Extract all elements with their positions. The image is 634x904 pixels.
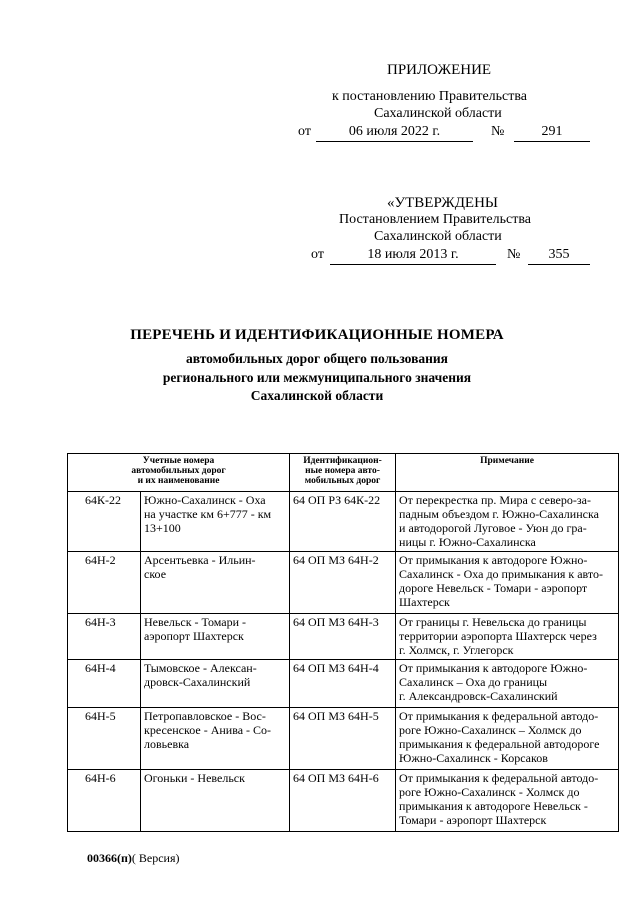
approved-no-label: № <box>507 247 521 262</box>
approved-from-label: от <box>311 247 324 262</box>
road-name <box>141 614 290 660</box>
road-note-line: г. Холмск, г. Углегорск <box>399 643 514 657</box>
header-identification <box>290 454 396 492</box>
road-note <box>396 492 619 552</box>
road-name-line: на участке км 6+777 - км <box>144 507 272 521</box>
road-note-line: территории аэропорта Шахтерск через <box>399 629 597 643</box>
heading-sub1: автомобильных дорог общего пользования <box>186 351 448 366</box>
footer-code-text: 00366(п) <box>87 851 132 865</box>
road-code: 64Н-6 <box>68 770 141 832</box>
road-note <box>396 614 619 660</box>
heading-sub2: регионального или межмуниципального значения <box>162 370 472 385</box>
road-name-line: Невельск - Томари - <box>144 615 246 629</box>
road-note <box>396 552 619 614</box>
heading-sub3: Сахалинской области <box>250 388 384 403</box>
road-code: 64К-22 <box>68 492 141 552</box>
road-note <box>396 770 619 832</box>
road-name <box>141 552 290 614</box>
header-col2-line3: мобильных дорог <box>304 476 381 486</box>
road-note-line: г. Александровск-Сахалинский <box>399 689 558 703</box>
road-note <box>396 708 619 770</box>
appendix-date: 06 июля 2022 г. <box>348 124 441 139</box>
road-note-line: От перекрестка пр. Мира с северо-за- <box>399 493 591 507</box>
road-name-line: ское <box>144 567 167 581</box>
table-row <box>68 660 619 708</box>
appendix-line2: Сахалинской области <box>374 106 502 121</box>
footer-code <box>87 851 180 866</box>
header-col2-line1: Идентификацион- <box>303 456 382 466</box>
road-id: 64 ОП МЗ 64Н-5 <box>290 708 396 770</box>
road-code: 64Н-4 <box>68 660 141 708</box>
road-id: 64 ОП МЗ 64Н-6 <box>290 770 396 832</box>
road-note-line: От примыкания к федеральной автодо- <box>399 771 599 785</box>
road-note-line: роге Южно-Сахалинск - Холмск до <box>399 785 580 799</box>
header-note: Примечание <box>396 454 619 492</box>
table-row <box>68 708 619 770</box>
road-name <box>141 708 290 770</box>
heading-main: ПЕРЕЧЕНЬ И ИДЕНТИФИКАЦИОННЫЕ НОМЕРА <box>130 327 504 343</box>
road-name-line: Огоньки - Невельск <box>144 771 245 785</box>
appendix-no-label: № <box>491 124 505 139</box>
road-name <box>141 770 290 832</box>
road-note-line: От границы г. Невельска до границы <box>399 615 587 629</box>
road-note-line: От примыкания к федеральной автодо- <box>399 709 599 723</box>
road-note-line: Томари - аэропорт Шахтерск <box>399 813 547 827</box>
header-col1-line2: автомобильных дорог <box>131 466 226 476</box>
road-note-line: Шахтерск <box>399 595 450 609</box>
road-name-line: Южно-Сахалинск - Оха <box>144 493 266 507</box>
road-name-line: Петропавловское - Вос- <box>144 709 266 723</box>
header-col2-line2: ные номера авто- <box>305 466 380 476</box>
road-note-line: роге Южно-Сахалинск – Холмск до <box>399 723 582 737</box>
road-note-line: ницы г. Южно-Сахалинска <box>399 535 536 549</box>
road-id: 64 ОП РЗ 64К-22 <box>290 492 396 552</box>
road-id: 64 ОП МЗ 64Н-2 <box>290 552 396 614</box>
roads-table <box>67 453 619 832</box>
table-row <box>68 614 619 660</box>
road-name-line: ловьевка <box>144 737 190 751</box>
road-note-line: дороге Невельск - Томари - аэропорт <box>399 581 588 595</box>
table-header-row <box>68 454 619 492</box>
approved-date: 18 июля 2013 г. <box>367 247 459 262</box>
approved-line1: Постановлением Правительства <box>339 212 531 227</box>
approved-title: «УТВЕРЖДЕНЫ <box>387 195 499 211</box>
appendix-line1: к постановлению Правительства <box>332 89 528 104</box>
road-name-line: 13+100 <box>144 521 181 535</box>
road-code: 64Н-3 <box>68 614 141 660</box>
road-id: 64 ОП МЗ 64Н-4 <box>290 660 396 708</box>
road-note-line: Сахалинск - Оха до примыкания к авто- <box>399 567 603 581</box>
header-road-numbers <box>68 454 290 492</box>
road-note-line: примыкания к федеральной автодороге <box>399 737 600 751</box>
road-code: 64Н-5 <box>68 708 141 770</box>
road-note-line: примыкания к автодороге Невельск - <box>399 799 588 813</box>
appendix-number: 291 <box>541 124 563 139</box>
header-col1-line3: и их наименование <box>137 476 220 486</box>
road-note-line: Сахалинск – Оха до границы <box>399 675 548 689</box>
road-code: 64Н-2 <box>68 552 141 614</box>
header-col1-line1: Учетные номера <box>142 456 215 466</box>
road-name <box>141 660 290 708</box>
road-name-line: Арсентьевка - Ильин- <box>144 553 256 567</box>
road-name-line: аэропорт Шахтерск <box>144 629 244 643</box>
footer-version: ( Версия) <box>131 851 180 865</box>
table-row <box>68 770 619 832</box>
road-name-line: дровск-Сахалинский <box>144 675 251 689</box>
road-note-line: От примыкания к автодороге Южно- <box>399 553 588 567</box>
table-row <box>68 492 619 552</box>
road-note-line: Южно-Сахалинск - Корсаков <box>399 751 548 765</box>
approved-line2: Сахалинской области <box>374 229 502 244</box>
road-name-line: Тымовское - Алексан- <box>144 661 257 675</box>
road-id: 64 ОП МЗ 64Н-3 <box>290 614 396 660</box>
appendix-title: ПРИЛОЖЕНИЕ <box>387 62 492 78</box>
appendix-from-label: от <box>298 124 311 139</box>
road-name-line: кресенское - Анива - Со- <box>144 723 272 737</box>
table-row <box>68 552 619 614</box>
road-name <box>141 492 290 552</box>
approved-number: 355 <box>548 247 570 262</box>
road-note-line: От примыкания к автодороге Южно- <box>399 661 588 675</box>
road-note-line: и автодорогой Луговое - Уюн до гра- <box>399 521 587 535</box>
road-note <box>396 660 619 708</box>
road-note-line: падным объездом г. Южно-Сахалинска <box>399 507 599 521</box>
